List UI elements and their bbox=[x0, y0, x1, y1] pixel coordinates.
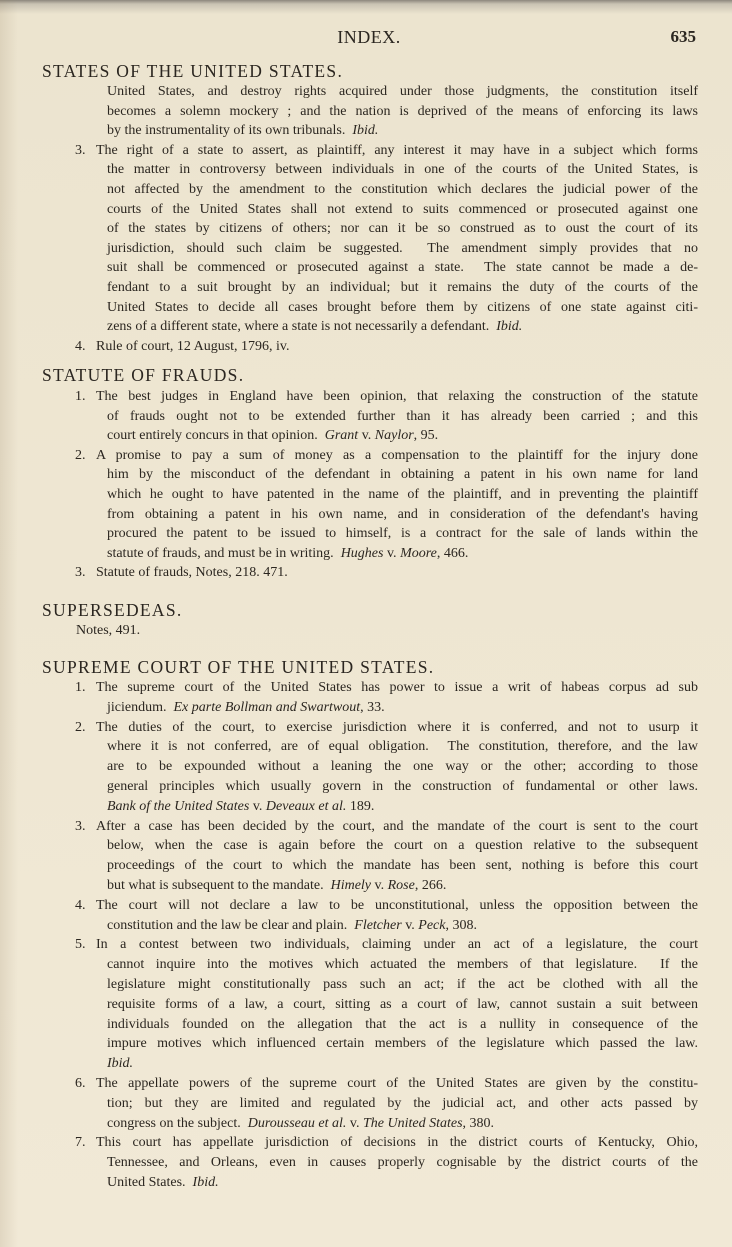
entry-text: Tennessee, and Orleans, even in causes properly cognisable by the district courts of the bbox=[107, 1155, 698, 1171]
case-citation: Himely bbox=[330, 877, 372, 893]
entry-line bbox=[107, 955, 698, 975]
entry-text: Notes, 491. bbox=[76, 623, 141, 638]
entry-text: After a case has been decided by the court, and the mandate of the court is sent to the court bbox=[96, 818, 698, 834]
index-entry bbox=[75, 678, 698, 718]
entry-text: 189. bbox=[346, 798, 375, 814]
entry-line bbox=[75, 337, 698, 357]
entry-text: tion; but they are limited and regulated by the judicial act, and other acts passed by bbox=[107, 1095, 698, 1111]
case-citation: Bank of the United States bbox=[107, 798, 250, 814]
entry-line bbox=[107, 1054, 698, 1074]
entry-line bbox=[107, 797, 698, 817]
entry-text: Statute of frauds, Notes, 218. 471. bbox=[96, 565, 288, 581]
entry-line bbox=[107, 1094, 698, 1114]
entry-text: of the states by citizens of others; nor can it be so construed as to oust the court of its bbox=[107, 221, 698, 237]
entry-text: below, when the case is again before the court on a question relative to the subsequent bbox=[107, 838, 698, 854]
entry-text: The appellate powers of the supreme court of the United States are given by the constitu- bbox=[96, 1075, 698, 1091]
entry-number: 3. bbox=[75, 142, 86, 158]
entry-line bbox=[107, 180, 698, 200]
entry-line bbox=[107, 737, 698, 757]
section-entries bbox=[76, 621, 698, 641]
entry-text: In a contest between two individuals, claiming under an act of a legislature, the court bbox=[96, 937, 698, 953]
entry-text: him by the misconduct of the defendant in obtaining a patent in his own name for land bbox=[107, 467, 698, 483]
entry-line bbox=[107, 1173, 698, 1193]
entry-text: The supreme court of the United States has power to issue a writ of habeas corpus ad sub bbox=[96, 680, 698, 695]
entry-text: courts of the United States shall not extend to suits commenced or prosecuted against one bbox=[107, 201, 698, 217]
entry-number: 4. bbox=[75, 897, 86, 913]
entry-text: statute of frauds, and must be in writing. bbox=[107, 545, 341, 561]
entry-number: 2. bbox=[75, 447, 86, 463]
entry-text: , 95. bbox=[413, 428, 439, 444]
section-heading: STATUTE OF FRAUDS. bbox=[42, 365, 245, 385]
entry-text: becomes a solemn mockery ; and the nation is deprived of the means of enforcing its laws bbox=[107, 103, 698, 119]
entry-number: 5. bbox=[75, 937, 86, 953]
index-entry bbox=[75, 337, 698, 357]
entry-number: 7. bbox=[75, 1135, 86, 1151]
entry-text: of frauds ought not to be extended further than it has already been carried ; and this bbox=[107, 408, 698, 424]
entry-text: The court will not declare a law to be unconstitutional, unless the opposition between the bbox=[96, 897, 698, 913]
section-entries bbox=[75, 387, 698, 583]
index-entry bbox=[75, 141, 698, 337]
page-number: 635 bbox=[670, 27, 696, 46]
entry-line bbox=[75, 446, 698, 466]
entry-text: general principles which usually govern in the construction of fundamental or other laws. bbox=[107, 778, 698, 794]
case-citation: Hughes bbox=[340, 545, 384, 561]
case-citation: Durousseau et al. bbox=[247, 1115, 347, 1131]
entry-number: 3. bbox=[75, 818, 86, 834]
entry-line bbox=[107, 876, 698, 896]
entry-text: suit shall be commenced or prosecuted against a state. The state cannot be made a de- bbox=[107, 260, 698, 276]
entry-line bbox=[107, 544, 698, 564]
case-citation: Peck bbox=[418, 917, 446, 933]
entry-text: legislature might constitutionally pass such an act; if the act be clothed with all the bbox=[107, 976, 698, 992]
case-citation: Ibid. bbox=[107, 1056, 134, 1072]
entry-line bbox=[107, 160, 698, 180]
entry-line bbox=[75, 718, 698, 738]
entry-text: , 308. bbox=[445, 917, 477, 933]
index-entry bbox=[75, 446, 698, 564]
entry-line bbox=[75, 563, 698, 583]
entry-text: constitution and the law be clear and plain. bbox=[107, 917, 355, 933]
entry-text: which he ought to have patented in the name of the plaintiff, and in preventing the plaintiff bbox=[107, 486, 698, 502]
entry-text: A promise to pay a sum of money as a compensation to the plaintiff for the injury done bbox=[96, 447, 698, 463]
case-citation: Grant bbox=[324, 428, 359, 444]
entry-text: v. bbox=[371, 877, 388, 893]
entry-line bbox=[107, 1114, 698, 1134]
entry-line bbox=[107, 121, 698, 141]
entry-line bbox=[107, 836, 698, 856]
entry-text: fendant to a suit brought by an individual; but it remains the duty of the courts of the bbox=[107, 279, 698, 295]
index-entry bbox=[75, 387, 698, 446]
entry-text: The best judges in England have been opinion, that relaxing the construction of the statute bbox=[96, 389, 698, 404]
entry-number: 4. bbox=[75, 338, 86, 354]
running-head-title: INDEX. bbox=[337, 27, 401, 47]
entry-number: 1. bbox=[75, 389, 86, 404]
entry-line bbox=[107, 219, 698, 239]
entry-line bbox=[75, 1074, 698, 1094]
entry-text: the matter in controversy between individuals in one of the courts of the United States, is bbox=[107, 162, 698, 178]
section-entries bbox=[75, 82, 698, 356]
index-entry bbox=[75, 896, 698, 936]
entry-text: v. bbox=[346, 1115, 363, 1131]
entry-text: proceedings of the court to which the mandate has been sent, nothing is before this court bbox=[107, 858, 698, 874]
entry-line bbox=[75, 817, 698, 837]
entry-line bbox=[107, 777, 698, 797]
case-citation: Deveaux et al. bbox=[265, 798, 347, 814]
entry-text: congress on the subject. bbox=[107, 1115, 248, 1131]
case-citation: Ibid. bbox=[496, 319, 523, 335]
entry-line bbox=[75, 141, 698, 161]
entry-text: are to be expounded without a leaning the one way or the other; according to those bbox=[107, 759, 698, 775]
entry-text: , 33. bbox=[360, 699, 385, 715]
entry-number: 1. bbox=[75, 680, 86, 695]
entry-text: v. bbox=[401, 917, 419, 933]
entry-line bbox=[107, 258, 698, 278]
case-citation: Moore bbox=[400, 545, 437, 561]
entry-line bbox=[107, 757, 698, 777]
entry-line bbox=[107, 1034, 698, 1054]
entry-text: from obtaining a patent in his own name, and in consideration of the defendant's having bbox=[107, 506, 698, 522]
entry-text: United States, and destroy rights acquired under those judgments, the constitution itself bbox=[107, 84, 698, 99]
index-entry bbox=[107, 82, 698, 141]
entry-line bbox=[107, 298, 698, 318]
entry-text: impure motives which influenced certain members of the legislature which passed the law. bbox=[107, 1036, 698, 1052]
index-entry bbox=[76, 621, 698, 641]
entry-line bbox=[107, 1015, 698, 1035]
entry-text: , 266. bbox=[414, 877, 447, 893]
section-heading: SUPREME COURT OF THE UNITED STATES. bbox=[42, 657, 435, 677]
entry-text: jiciendum. bbox=[107, 699, 174, 715]
entry-line bbox=[75, 1133, 698, 1153]
section-entries bbox=[75, 678, 698, 1193]
entry-text: zens of a different state, where a state is not necessarily a defendant. bbox=[107, 319, 497, 335]
entry-number: 3. bbox=[75, 565, 86, 581]
case-citation: The United States bbox=[363, 1115, 463, 1131]
entry-text: v. bbox=[383, 545, 401, 561]
entry-line bbox=[76, 621, 698, 641]
entry-number: 6. bbox=[75, 1075, 86, 1091]
entry-line bbox=[107, 524, 698, 544]
entry-text: individuals founded on the allegation that the act is a nullity in consequence of the bbox=[107, 1016, 698, 1032]
entry-text: jurisdiction, should such claim be suggested. The amendment simply provides that no bbox=[107, 240, 698, 256]
entry-line bbox=[107, 698, 698, 718]
entry-line bbox=[107, 278, 698, 298]
entry-text: United States to decide all cases brought before them by citizens of one state against citi- bbox=[107, 299, 698, 315]
entry-line bbox=[75, 678, 698, 698]
case-citation: Ex parte Bollman and Swartwout bbox=[173, 699, 361, 715]
index-entry bbox=[75, 1133, 698, 1192]
entry-line bbox=[107, 465, 698, 485]
running-head bbox=[0, 26, 732, 48]
index-entry bbox=[75, 563, 698, 583]
entry-line bbox=[107, 1153, 698, 1173]
entry-line bbox=[107, 200, 698, 220]
section-heading: STATES OF THE UNITED STATES. bbox=[42, 61, 344, 81]
section-heading: SUPERSEDEAS. bbox=[42, 600, 183, 620]
entry-line bbox=[107, 995, 698, 1015]
entry-line bbox=[107, 975, 698, 995]
entry-text: cannot inquire into the motives which actuated the members of that legislature. If the bbox=[107, 957, 698, 973]
entry-text: but what is subsequent to the mandate. bbox=[107, 877, 331, 893]
entry-text: United States. bbox=[107, 1174, 193, 1190]
entry-line bbox=[107, 102, 698, 122]
case-citation: Naylor bbox=[374, 428, 414, 444]
entry-line bbox=[107, 485, 698, 505]
entry-text: by the instrumentality of its own tribunals. bbox=[107, 123, 353, 139]
entry-text: where it is not conferred, are of equal obligation. The constitution, therefore, and the law bbox=[107, 739, 698, 755]
entry-line bbox=[107, 239, 698, 259]
index-entry bbox=[75, 817, 698, 896]
entry-text: v. bbox=[358, 428, 375, 444]
entry-line bbox=[107, 426, 698, 446]
entry-text: court entirely concurs in that opinion. bbox=[107, 428, 325, 444]
entry-text: v. bbox=[249, 798, 266, 814]
entry-text: The duties of the court, to exercise jurisdiction where it is conferred, and not to usurp it bbox=[96, 719, 698, 735]
entry-text: Rule of court, 12 August, 1796, iv. bbox=[96, 338, 290, 354]
entry-text: , 380. bbox=[462, 1115, 495, 1131]
case-citation: Fletcher bbox=[354, 917, 402, 933]
entry-line bbox=[75, 387, 698, 407]
entry-text: The right of a state to assert, as plaintiff, any interest it may have in a subject which forms bbox=[96, 142, 698, 158]
entry-text: requisite forms of a law, a court, sitting as a court of law, cannot sustain a suit between bbox=[107, 996, 698, 1012]
entry-line bbox=[107, 407, 698, 427]
case-citation: Rose bbox=[387, 877, 415, 893]
index-entry bbox=[75, 718, 698, 817]
entry-line bbox=[107, 505, 698, 525]
entry-line bbox=[75, 896, 698, 916]
entry-text: This court has appellate jurisdiction of decisions in the district courts of Kentucky, Ohio, bbox=[96, 1135, 698, 1151]
entry-line bbox=[107, 916, 698, 936]
entry-line bbox=[107, 82, 698, 102]
entry-text: procured the patent to be issued to himself, is a contract for the sale of lands within the bbox=[107, 526, 698, 542]
entry-line bbox=[107, 317, 698, 337]
entry-text: not affected by the amendment to the constitution which declares the judicial power of the bbox=[107, 181, 698, 197]
entry-number: 2. bbox=[75, 719, 86, 735]
case-citation: Ibid. bbox=[352, 123, 379, 139]
entry-line bbox=[75, 935, 698, 955]
case-citation: Ibid. bbox=[192, 1174, 219, 1190]
entry-text: , 466. bbox=[436, 545, 469, 561]
index-entry bbox=[75, 935, 698, 1074]
index-entry bbox=[75, 1074, 698, 1133]
page-edge-shadow bbox=[0, 0, 18, 1247]
entry-line bbox=[107, 856, 698, 876]
